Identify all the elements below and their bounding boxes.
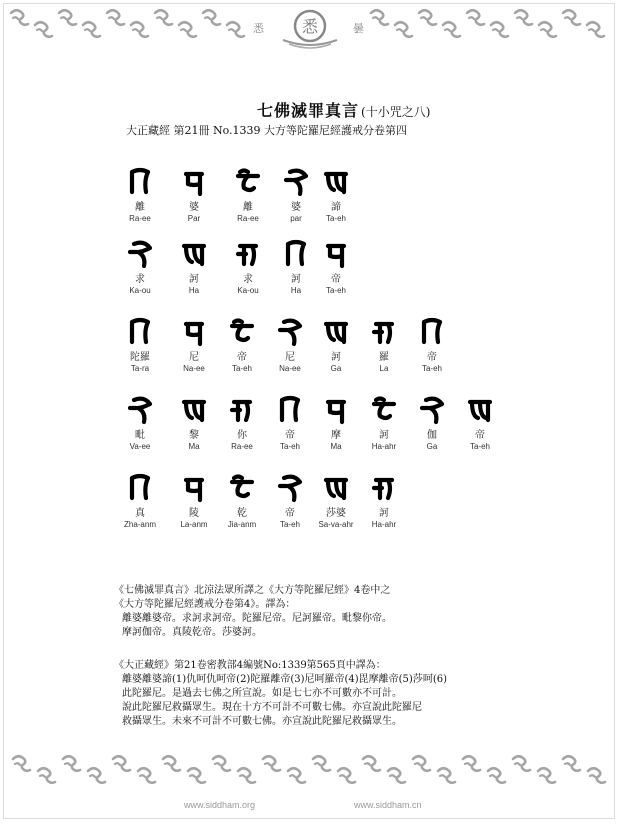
syllable-hanzi: 求 <box>135 274 145 285</box>
mantra-syllable <box>110 166 170 224</box>
siddham-glyph-icon <box>416 394 448 428</box>
syllable-romanization: Na-ee <box>279 364 301 373</box>
footer-url-right[interactable]: www.siddham.cn <box>354 800 422 810</box>
siddham-glyph-icon <box>368 394 400 428</box>
syllable-romanization: Ma <box>188 442 200 451</box>
syllable-romanization: Ta-eh <box>325 286 346 295</box>
mantra-syllable <box>164 238 224 296</box>
syllable-romanization: Ha-ahr <box>371 442 397 451</box>
syllable-hanzi: 毗 <box>135 430 145 441</box>
mantra-syllable <box>164 166 224 224</box>
syllable-hanzi: 訶 <box>291 274 301 285</box>
syllable-romanization: par <box>290 214 302 223</box>
siddham-glyph-icon <box>416 316 448 350</box>
om-ornament-icon <box>335 764 357 786</box>
om-ornament-icon <box>60 752 82 774</box>
om-ornament-icon <box>368 6 390 28</box>
syllable-hanzi: 摩 <box>331 430 341 441</box>
om-ornament-icon <box>560 752 582 774</box>
siddham-glyph-icon <box>464 394 496 428</box>
syllable-hanzi: 羅 <box>379 352 389 363</box>
siddham-glyph-icon <box>274 472 306 506</box>
om-ornament-icon <box>310 752 332 774</box>
om-ornament-icon <box>104 6 126 28</box>
syllable-hanzi: 訶 <box>331 352 341 363</box>
om-ornament-icon <box>85 764 107 786</box>
syllable-romanization: Ta-eh <box>325 214 346 223</box>
siddham-glyph-icon <box>320 472 352 506</box>
om-ornament-icon <box>584 18 606 40</box>
description-2-line: 《大正藏經》第21卷密教部4編號No:1339第565頁中譯為： <box>114 660 386 671</box>
syllable-hanzi: 婆 <box>291 202 301 213</box>
syllable-hanzi: 帝 <box>475 430 485 441</box>
mantra-syllable <box>306 238 366 296</box>
siddham-glyph-icon <box>368 472 400 506</box>
syllable-hanzi: 莎婆 <box>326 508 346 519</box>
mantra-syllable <box>110 472 170 530</box>
logo-left-char: 悉 <box>253 22 264 35</box>
syllable-hanzi: 訶 <box>379 430 389 441</box>
om-ornament-icon <box>488 18 510 40</box>
om-ornament-icon <box>200 6 222 28</box>
om-ornament-icon <box>464 6 486 28</box>
syllable-romanization: Ta-eh <box>279 520 300 529</box>
siddham-glyph-icon <box>124 394 156 428</box>
siddham-glyph-icon <box>178 166 210 200</box>
syllable-hanzi: 陀羅 <box>130 352 150 363</box>
om-ornament-icon <box>416 6 438 28</box>
om-ornament-icon <box>160 752 182 774</box>
syllable-romanization: Ra-ee <box>237 214 259 223</box>
syllable-hanzi: 婆 <box>189 202 199 213</box>
om-ornament-icon <box>440 18 462 40</box>
syllable-romanization: Sa-va-ahr <box>318 520 354 529</box>
siddham-glyph-icon <box>178 394 210 428</box>
description-2-line: 此陀羅尼。是過去七佛之所宣說。如是七七亦不可數亦不可計。 <box>122 688 402 699</box>
mantra-syllable <box>306 166 366 224</box>
syllable-romanization: Ta-eh <box>469 442 490 451</box>
siddham-seal-icon <box>253 6 367 50</box>
syllable-hanzi: 伽 <box>427 430 437 441</box>
om-ornament-icon <box>512 6 534 28</box>
om-ornament-icon <box>535 764 557 786</box>
om-ornament-icon <box>32 18 54 40</box>
syllable-hanzi: 尼 <box>189 352 199 363</box>
description-2-line: 救攝眾生。未來不可計不可數七佛。亦宣說此陀羅尼救攝眾生。 <box>122 716 402 727</box>
syllable-hanzi: 諦 <box>331 202 341 213</box>
om-ornament-icon <box>536 18 558 40</box>
syllable-hanzi: 真 <box>135 508 145 519</box>
logo-right-char: 曇 <box>353 22 364 35</box>
title-subtitle: (十小咒之八) <box>361 105 431 119</box>
syllable-romanization: Ka-ou <box>237 286 259 295</box>
syllable-hanzi: 帝 <box>331 274 341 285</box>
siddham-glyph-icon <box>124 316 156 350</box>
description-1-line: 《大方等陀羅尼經護戒分卷第4》。譯為： <box>114 599 296 610</box>
siddham-glyph-icon <box>274 316 306 350</box>
siddham-glyph-icon <box>178 472 210 506</box>
description-1-line: 離婆離婆帝。求訶求訶帝。陀羅尼帝。尼訶羅帝。毗黎你帝。 <box>122 613 392 624</box>
syllable-romanization: Ta-ra <box>130 364 150 373</box>
syllable-romanization: La <box>379 364 389 373</box>
bottom-ornament-border <box>0 750 620 796</box>
om-ornament-icon <box>385 764 407 786</box>
syllable-romanization: Ta-eh <box>279 442 300 451</box>
siddham-glyph-icon <box>178 238 210 272</box>
syllable-romanization: Ta-eh <box>231 364 252 373</box>
syllable-hanzi: 訶 <box>379 508 389 519</box>
siddham-glyph-icon <box>320 238 352 272</box>
mantra-syllable <box>110 394 170 452</box>
siddham-glyph-icon <box>232 238 264 272</box>
syllable-romanization: Ra-ee <box>231 442 253 451</box>
syllable-hanzi: 黎 <box>189 430 199 441</box>
description-2 <box>114 659 447 729</box>
description-1-line: 《七佛滅罪真言》北涼法眾所譯之《大方等陀羅尼經》4卷中之 <box>114 585 391 596</box>
source-line: 大正藏經 第21冊 No.1339 大方等陀羅尼經護戒分卷第四 <box>126 124 408 137</box>
siddham-glyph-icon <box>368 316 400 350</box>
om-ornament-icon <box>285 764 307 786</box>
siddham-glyph-icon <box>320 316 352 350</box>
siddham-glyph-icon <box>320 166 352 200</box>
mantra-syllable <box>110 316 170 374</box>
syllable-hanzi: 乾 <box>237 508 247 519</box>
syllable-hanzi: 求 <box>243 274 253 285</box>
siddham-glyph-icon <box>124 238 156 272</box>
siddham-glyph-icon <box>226 316 258 350</box>
om-ornament-icon <box>224 18 246 40</box>
om-ornament-icon <box>80 18 102 40</box>
syllable-romanization: Ga <box>426 442 438 451</box>
om-ornament-icon <box>485 764 507 786</box>
syllable-hanzi: 尼 <box>285 352 295 363</box>
mantra-syllable <box>402 316 462 374</box>
syllable-romanization: Ha <box>290 286 302 295</box>
syllable-hanzi: 離 <box>243 202 253 213</box>
om-ornament-icon <box>560 6 582 28</box>
om-ornament-icon <box>35 764 57 786</box>
om-ornament-icon <box>176 18 198 40</box>
logo <box>253 6 367 50</box>
syllable-romanization: Ma <box>330 442 342 451</box>
syllable-hanzi: 帝 <box>237 352 247 363</box>
om-ornament-icon <box>110 752 132 774</box>
siddham-glyph-icon <box>124 166 156 200</box>
syllable-romanization: Zha-anm <box>123 520 156 529</box>
syllable-romanization: Na-ee <box>183 364 205 373</box>
description-2-line: 離婆離婆諦(1)仇呵仇呵帝(2)陀羅離帝(3)尼呵羅帝(4)毘摩離帝(5)莎呵(6) <box>122 674 447 685</box>
page-title <box>257 98 430 121</box>
title-main: 七佛滅罪真言 <box>257 101 360 120</box>
syllable-romanization: La-anm <box>180 520 208 529</box>
om-ornament-icon <box>185 764 207 786</box>
syllable-romanization: Ta-eh <box>421 364 442 373</box>
svg-text:悉: 悉 <box>301 17 319 36</box>
siddham-glyph-icon <box>226 472 258 506</box>
om-ornament-icon <box>410 752 432 774</box>
om-ornament-icon <box>152 6 174 28</box>
syllable-romanization: Ka-ou <box>129 286 151 295</box>
siddham-glyph-icon <box>274 394 306 428</box>
syllable-romanization: Va-ee <box>129 442 151 451</box>
syllable-romanization: Ga <box>330 364 342 373</box>
siddham-glyph-icon <box>178 316 210 350</box>
om-ornament-icon <box>235 764 257 786</box>
description-2-line: 說此陀羅尼救攝眾生。現在十方不可計不可數七佛。亦宣說此陀羅尼 <box>122 702 422 713</box>
om-ornament-icon <box>460 752 482 774</box>
syllable-romanization: Jia-anm <box>227 520 257 529</box>
syllable-romanization: Ha <box>188 286 200 295</box>
siddham-glyph-icon <box>226 394 258 428</box>
syllable-hanzi: 帝 <box>427 352 437 363</box>
om-ornament-icon <box>8 6 30 28</box>
om-ornament-icon <box>260 752 282 774</box>
syllable-hanzi: 訶 <box>189 274 199 285</box>
syllable-hanzi: 陵 <box>189 508 199 519</box>
syllable-romanization: Ha-ahr <box>371 520 397 529</box>
mantra-syllable <box>450 394 510 452</box>
syllable-hanzi: 帝 <box>285 508 295 519</box>
description-1-line: 摩訶伽帝。真陵乾帝。莎婆訶。 <box>122 627 262 638</box>
om-ornament-icon <box>510 752 532 774</box>
om-ornament-icon <box>435 764 457 786</box>
description-1 <box>114 584 392 640</box>
syllable-hanzi: 你 <box>237 430 247 441</box>
syllable-romanization: Par <box>187 214 201 223</box>
om-ornament-icon <box>392 18 414 40</box>
siddham-glyph-icon <box>320 394 352 428</box>
om-ornament-icon <box>585 764 607 786</box>
syllable-hanzi: 帝 <box>285 430 295 441</box>
om-ornament-icon <box>210 752 232 774</box>
om-ornament-icon <box>128 18 150 40</box>
om-ornament-icon <box>10 752 32 774</box>
mantra-syllable <box>354 472 414 530</box>
syllable-hanzi: 離 <box>135 202 145 213</box>
om-ornament-icon <box>56 6 78 28</box>
mantra-syllable <box>110 238 170 296</box>
syllable-romanization: Ra-ee <box>129 214 151 223</box>
siddham-glyph-icon <box>124 472 156 506</box>
footer-url-left[interactable]: www.siddham.org <box>184 800 256 810</box>
om-ornament-icon <box>135 764 157 786</box>
om-ornament-icon <box>360 752 382 774</box>
siddham-glyph-icon <box>232 166 264 200</box>
